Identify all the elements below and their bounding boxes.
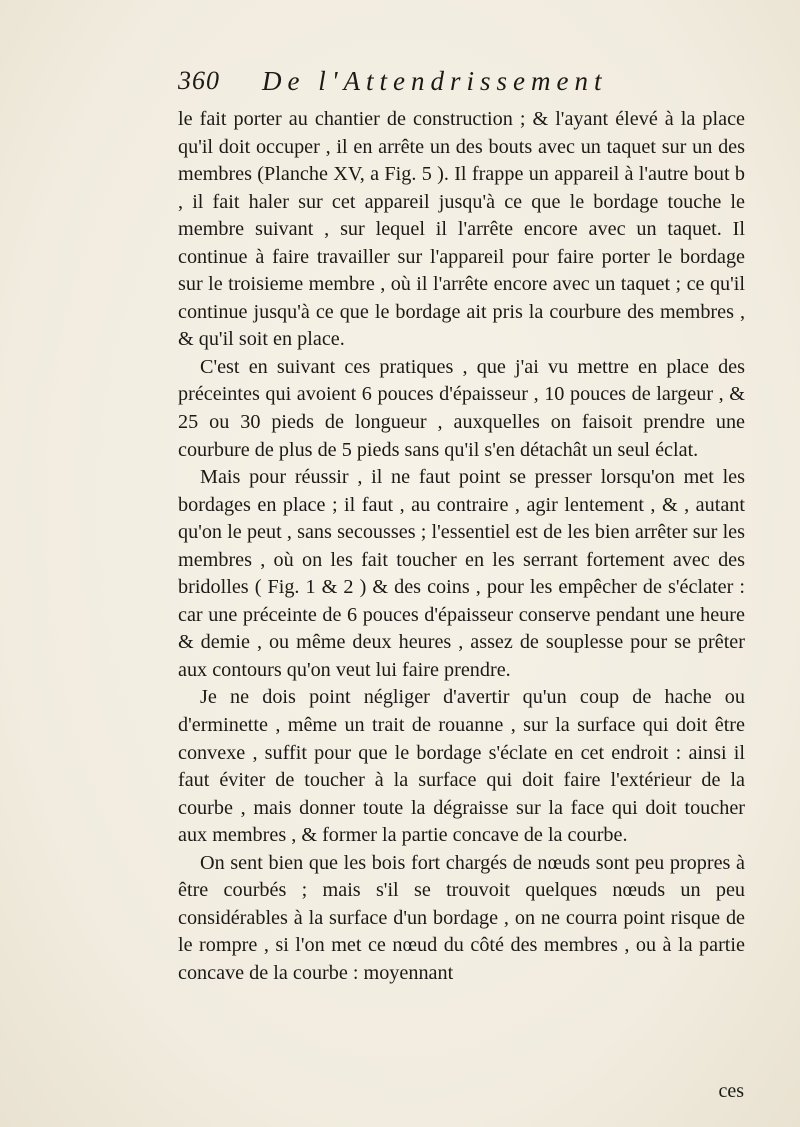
paragraph: Je ne dois point négliger d'avertir qu'un coup de hache ou d'erminette , même un trait de rouanne , sur la surface qui doit être convexe , suffit pour que le bordage s'éclate en cet endroit : ainsi il faut éviter de toucher à la surface qui doit faire l'extérieur de la courbe , mais donner toute la dégraisse sur la face qui doit toucher aux membres , & former la partie concave de la courbe. (178, 686, 745, 847)
paragraph: Mais pour réussir , il ne faut point se presser lorsqu'on met les bordages en place ; il faut , au contraire , agir lentement , & , autant qu'on le peut , sans secousses ; l'essentiel est de les bien arrêter sur les membres , où on les fait toucher en les serrant fortement avec des bridolles ( Fig. 1 & 2 ) & des coins , pour les empêcher de s'éclater : car une préceinte de 6 pouces d'épaisseur conserve pendant une heure & demie , ou même deux heures , assez de souplesse pour se prêter aux contours qu'on veut lui faire prendre. (178, 466, 745, 681)
page-header (178, 66, 738, 110)
page-number: 360 (178, 66, 220, 95)
paragraph: le fait porter au chantier de construction ; & l'ayant élevé à la place qu'il doit occuper , il en arrête un des bouts avec un taquet sur un des membres (Planche XV, a Fig. 5 ). Il frappe un appareil à l'autre bout b , il fait haler sur cet appareil jusqu'à ce que le bordage touche le membre suivant , sur lequel il l'arrête encore avec un taquet. Il continue à faire travailler sur l'appareil pour faire porter le bordage sur le troisieme membre , où il l'arrête encore avec un taquet ; ce qu'il continue jusqu'à ce que le bordage ait pris la courbure des membres , & qu'il soit en place. (178, 108, 745, 351)
paragraph: On sent bien que les bois fort chargés de nœuds sont peu propres à être courbés ; mais s'il se trouvoit quelques nœuds un peu considérables à la surface d'un bordage , on ne courra point risque de le rompre , si l'on met ce nœud du côté des membres , ou à la partie concave de la courbe : moyennant (178, 851, 745, 984)
paragraph: C'est en suivant ces pratiques , que j'ai vu mettre en place des préceintes qui avoient 6 pouces d'épaisseur , 10 pouces de largeur , & 25 ou 30 pieds de longueur , auxquelles on faisoit prendre une courbure de plus de 5 pieds sans qu'il s'en détachât un seul éclat. (178, 355, 745, 461)
running-title: De l'Attendrissement (262, 66, 608, 96)
body-text (178, 106, 745, 988)
catchword: ces (718, 1080, 744, 1102)
